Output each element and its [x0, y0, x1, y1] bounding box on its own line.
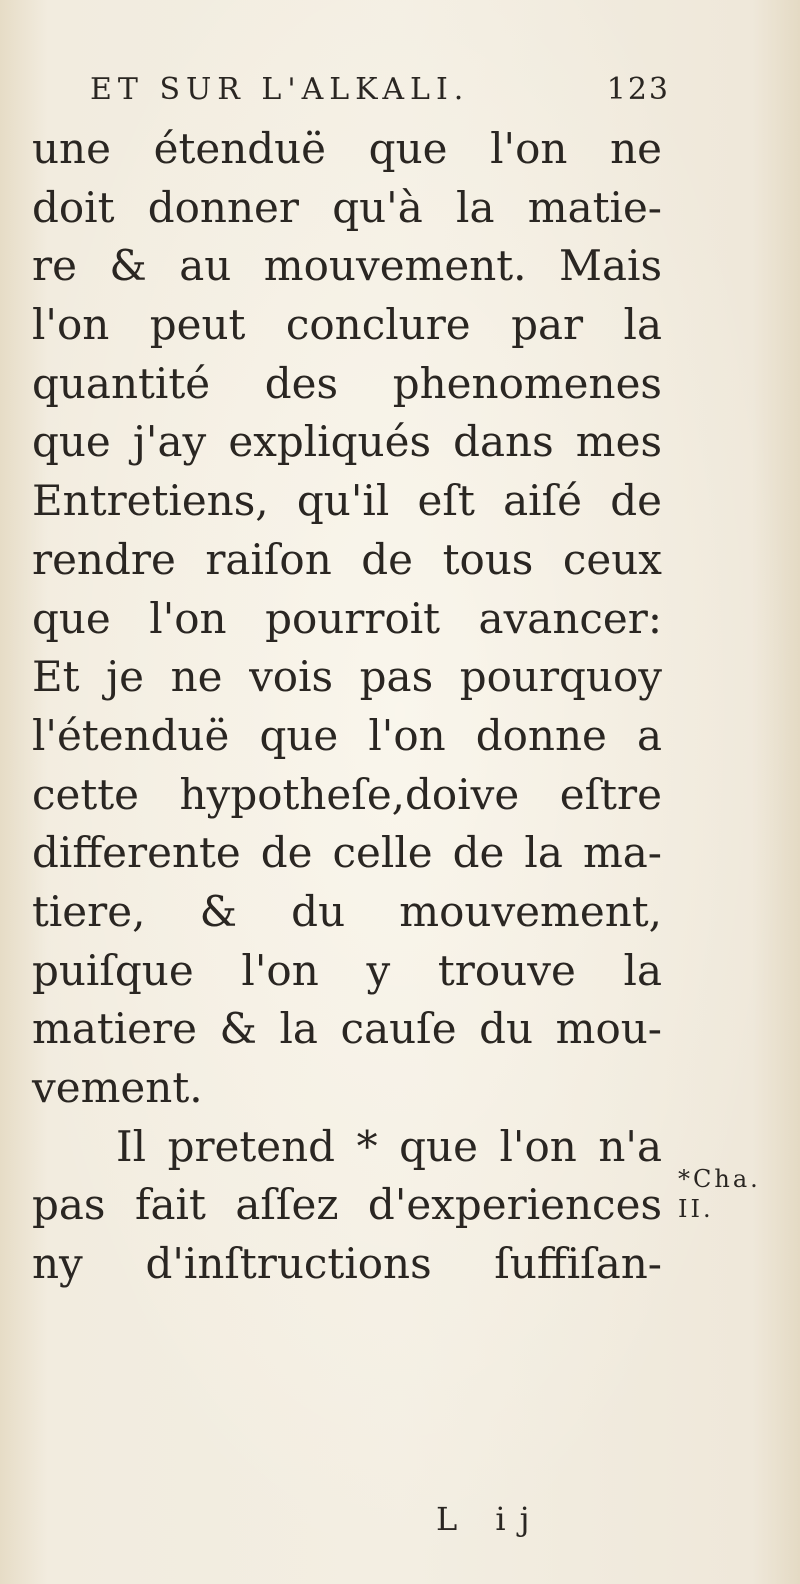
- text-line: doit donner qu'à la matie-: [32, 182, 662, 232]
- body-text: [32, 120, 662, 1294]
- signature-mark: L ij: [436, 1500, 544, 1538]
- margin-note-line: II.: [678, 1195, 714, 1223]
- text-line: ny d'inſtructions ſuffiſan-: [32, 1239, 662, 1289]
- text-line: une étenduë que l'on ne: [32, 124, 662, 173]
- text-line: cette hypotheſe,doive eſtre: [32, 769, 662, 819]
- text-line: Et je ne vois pas pourquoy: [32, 652, 662, 702]
- text-line: l'étenduë que l'on donne a: [32, 710, 662, 760]
- page-number: 123: [606, 72, 670, 107]
- text-line: tiere, & du mouvement,: [32, 886, 662, 936]
- running-title: ET SUR L'ALKALI.: [90, 72, 470, 107]
- running-header: [90, 72, 670, 107]
- margin-note: [678, 1164, 796, 1224]
- text-line: quantité des phenomenes: [32, 358, 662, 408]
- text-line: re & au mouvement. Mais: [32, 241, 662, 291]
- text-line: l'on peut conclure par la: [32, 300, 662, 350]
- text-line: Il pretend * que l'on n'a: [116, 1121, 662, 1171]
- text-line: matiere & la cauſe du mou-: [32, 1004, 662, 1054]
- text-line: pas fait aſſez d'experiences: [32, 1180, 662, 1230]
- text-line: rendre raiſon de tous ceux: [32, 534, 662, 584]
- text-line: vement.: [32, 1063, 203, 1112]
- text-line: que l'on pourroit avancer:: [32, 593, 662, 643]
- text-line: differente de celle de la ma-: [32, 828, 662, 878]
- text-line: puiſque l'on y trouve la: [32, 945, 662, 995]
- text-line: que j'ay expliqués dans mes: [32, 417, 662, 467]
- margin-note-line: *Cha.: [678, 1165, 761, 1193]
- text-line: Entretiens, qu'il eſt aiſé de: [32, 476, 662, 526]
